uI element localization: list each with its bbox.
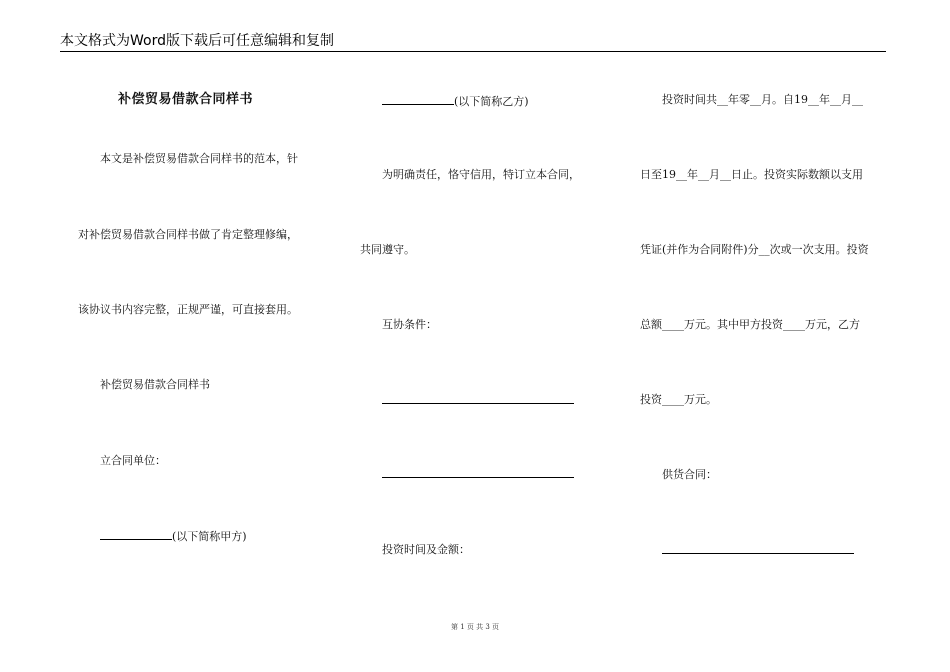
col3-paragraph-2: 日至19__年__月__日止。投资实际数额以支用 xyxy=(640,168,863,181)
page-number: 第 1 页 共 3 页 xyxy=(450,623,500,631)
party-a-blank xyxy=(100,528,172,540)
col3-paragraph-3: 凭证(并作为合同附件)分__次或一次支用。投资 xyxy=(640,243,869,256)
column-2 xyxy=(340,0,620,672)
col3-paragraph-5: 投资____万元。 xyxy=(640,393,717,406)
party-a-line xyxy=(100,528,247,544)
col1-paragraph-4: 补偿贸易借款合同样书 xyxy=(100,378,210,391)
col3-paragraph-4: 总额____万元。其中甲方投资____万元，乙方 xyxy=(640,318,860,331)
col2-paragraph-4: 互协条件： xyxy=(382,318,437,331)
party-a-label: (以下简称甲方) xyxy=(172,530,247,543)
col3-paragraph-1: 投资时间共__年零__月。自19__年__月__ xyxy=(662,93,863,106)
col2-paragraph-2: 为明确责任，恪守信用，特订立本合同， xyxy=(382,168,580,181)
col1-paragraph-3: 该协议书内容完整，正规严谨，可直接套用。 xyxy=(78,303,298,316)
fill-in-line-1 xyxy=(382,403,574,404)
column-1 xyxy=(0,0,320,672)
fill-in-line-2 xyxy=(382,477,574,478)
column-3 xyxy=(630,0,900,672)
party-b-label: (以下简称乙方) xyxy=(454,95,529,108)
col2-paragraph-5: 投资时间及金额： xyxy=(382,543,470,556)
col1-paragraph-1: 本文是补偿贸易借款合同样书的范本，针 xyxy=(100,152,298,165)
col1-paragraph-2: 对补偿贸易借款合同样书做了肯定整理修编， xyxy=(78,228,298,241)
fill-in-line-3 xyxy=(662,553,854,554)
col1-paragraph-5: 立合同单位： xyxy=(100,454,166,467)
document-title: 补偿贸易借款合同样书 xyxy=(118,92,254,107)
col3-paragraph-6: 供货合同： xyxy=(662,468,717,481)
party-b-line xyxy=(382,93,529,109)
col2-paragraph-3: 共同遵守。 xyxy=(360,243,415,256)
header-text: 本文格式为Word版下载后可任意编辑和复制 xyxy=(60,33,334,49)
party-b-blank xyxy=(382,93,454,105)
